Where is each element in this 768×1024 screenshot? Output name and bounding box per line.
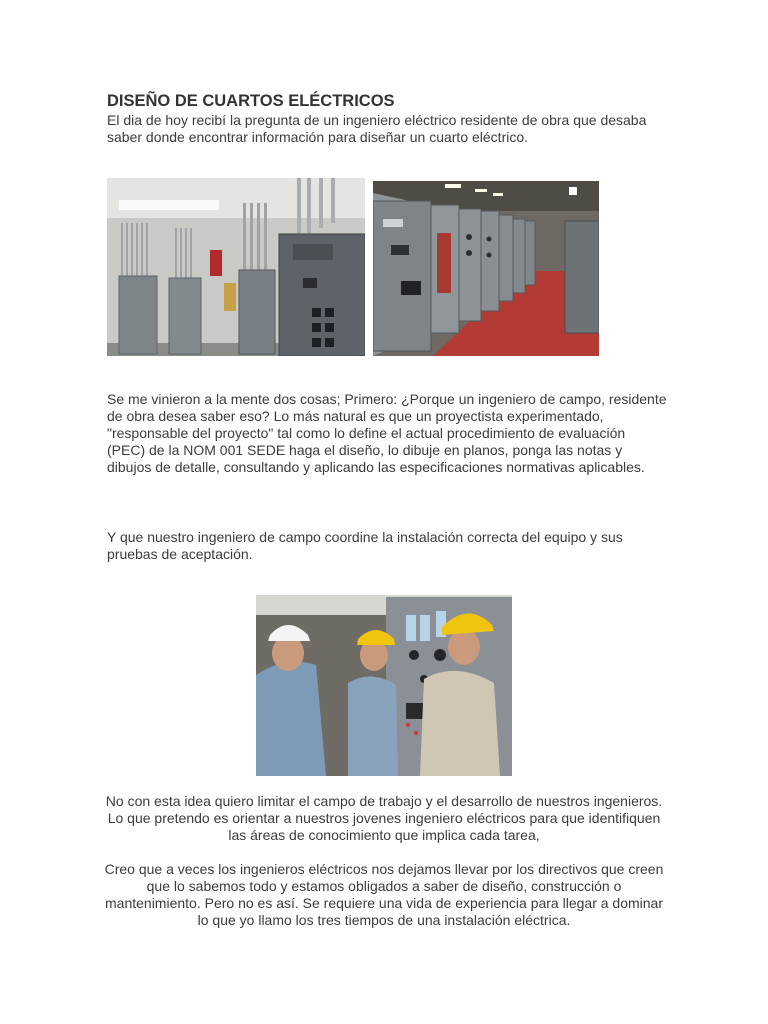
paragraph-3: No con esta idea quiero limitar el campo de trabajo y el desarrollo de nuestros ingenieros. Lo que pretendo es orientar a nuestros jovenes ingeniero eléctricos para que identifiquen las áreas de conocimiento que implica cada tarea, bbox=[105, 793, 663, 843]
electrical-room-photo bbox=[107, 178, 365, 356]
switchgear-room-photo bbox=[373, 181, 599, 356]
paragraph-4: Creo que a veces los ingenieros eléctricos nos dejamos llevar por los directivos que creen que lo sabemos todo y estamos obligados a saber de diseño, construcción o mantenimiento. Pero no es así. Se requiere una vida de experiencia para llegar a dominar lo que yo llamo los tres tiempos de una instalación eléctrica. bbox=[104, 861, 664, 928]
paragraph-1: Se me vinieron a la mente dos cosas; Primero: ¿Porque un ingeniero de campo, residente de obra desea saber eso? Lo más natural es que un proyectista experimentado, "responsable del proyecto" tal como lo define el actual procedimiento de evaluación (PEC) de la NOM 001 SEDE haga el diseño, lo dibuje en planos, ponga las notas y dibujos de detalle, consultando y aplicando las especificaciones normativas aplicables. bbox=[107, 391, 667, 475]
page-title: DISEÑO DE CUARTOS ELÉCTRICOS bbox=[107, 92, 395, 110]
paragraph-2: Y que nuestro ingeniero de campo coordine la instalación correcta del equipo y sus pruebas de aceptación. bbox=[107, 529, 623, 562]
engineers-photo bbox=[256, 595, 512, 776]
intro-paragraph: El dia de hoy recibí la pregunta de un ingeniero eléctrico residente de obra que desaba saber donde encontrar información para diseñar un cuarto eléctrico. bbox=[107, 112, 647, 145]
